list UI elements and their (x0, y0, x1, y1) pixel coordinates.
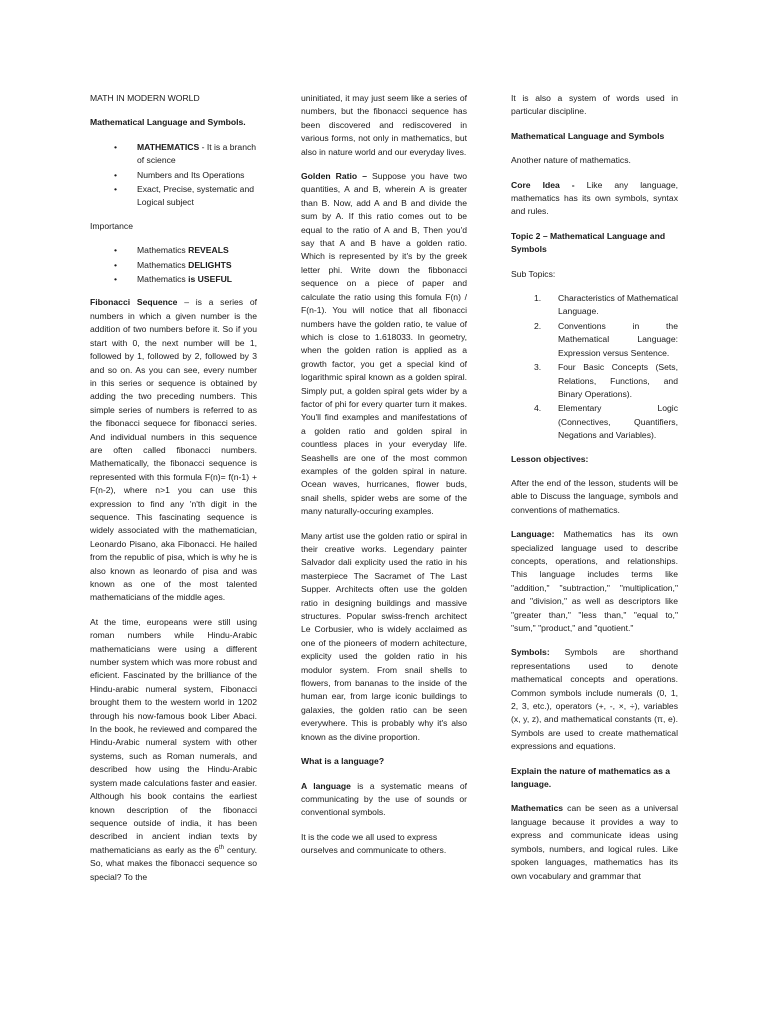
paragraph-mathematics (511, 802, 678, 882)
paragraph-text: can be seen as a universal language because it provides a way to express and communicate ideas using symbols, numbers, and logical rules. Like spoken languages, mathematics has its own vocabulary and grammar that (511, 803, 678, 881)
list-item-text: Characteristics of Mathematical Language. (558, 293, 678, 317)
column-1 (90, 92, 257, 895)
list-number: 2. (534, 320, 542, 331)
list-item (511, 402, 678, 442)
definition-list (90, 141, 257, 210)
paragraph-fibonacci (90, 296, 257, 604)
importance-label: Importance (90, 220, 133, 231)
paragraph-system: It is also a system of words used in particular discipline. (511, 93, 678, 117)
heading-what-is-language: What is a language? (301, 756, 385, 767)
column-2 (301, 92, 467, 869)
list-item-text: Mathematics (137, 259, 189, 270)
document-title: MATH IN MODERN WORLD (90, 93, 200, 103)
list-item (90, 244, 257, 257)
paragraph-language-definition (301, 780, 467, 820)
paragraph-text: century. So, what makes the fibonacci sequence so special? To the (90, 844, 257, 882)
heading-lesson-objectives: Lesson objectives: (511, 453, 589, 464)
list-item-text: Mathematics (137, 245, 189, 256)
heading-math-language-symbols: Mathematical Language and Symbols (511, 130, 665, 141)
list-item (90, 169, 257, 182)
term-symbols: Symbols: (511, 647, 550, 658)
paragraph-text: Symbols are shorthand representations used to denote mathematical concepts and operations. Common symbols include numerals (0, 1, 2, 3, etc.), operators (+, -, ×, ÷), variables (x, y, z), and mathematical constants (π, e). Symbols are used to create mathematical expressions and equations. (511, 647, 678, 752)
paragraph-core-idea (511, 179, 678, 219)
paragraph-text: – is a series of numbers in which a given number is the addition of two numbers before it. So if you start with 0, the next number will be 1, followed by 1, followed by 2, followed by 3 and so on. As you can see, every number in this series or sequence is obtained by adding the two preceding numbers. This simple series of numbers is referred to as the fibonacci sequece for fibonacci series. And individual numbers in this sequence are often called fibonacci numbers. Mathematically, the fibonacci sequence is represented with this formula F(n)= f(n-1) + F(n-2), where n>1 you can use this expression to find any 'n'th digit in the sequence. This fascinating sequence is widely associated with the mathematician, Leonardo Pisano, aka Fibonacci. He hailed from the republic of pisa, which is why he is also known as leonardo of pisa and was known as one of the most talented mathematicians of the middle ages. (90, 297, 257, 603)
paragraph-another-nature: Another nature of mathematics. (511, 155, 631, 166)
paragraph-continued: uninitiated, it may just seem like a series of numbers, but the fibonacci sequence has been discovered and rediscovered in various forms, not only in mathematics, but also in nature world and our everyday lives. (301, 93, 467, 157)
paragraph-text: Like any language, mathematics has its own symbols, syntax and rules. (511, 179, 678, 217)
heading-math-language: Mathematical Language and Symbols. (90, 117, 246, 128)
list-item (90, 141, 257, 168)
list-item-emphasis: REVEALS (188, 245, 229, 256)
term-golden-ratio: Golden Ratio – (301, 171, 367, 182)
column-3 (511, 92, 678, 894)
term-core-idea: Core Idea - (511, 179, 575, 190)
paragraph-symbols (511, 646, 678, 753)
term-mathematics-universal: Mathematics (511, 803, 564, 814)
list-number: 3. (534, 362, 542, 373)
term-mathematics: MATHEMATICS (137, 141, 200, 152)
list-item (511, 292, 678, 319)
paragraph-artists: Many artist use the golden ratio or spiral in their creative works. Legendary painter Salvador dali explicity used the ratio in his masterpiece The Sacramet of The Last Supper. Architects often use the golden ratio in designing buildings and massive structures. Popular swiss-french architect Le Corbusier, who is widely acclaimed as one of the pioneers of modern achitecture, explicity used the golden ratio in his modulor system. From snail shells to flowers, from bananas to the inside of the human ear, from large iconic buildings to galaxies, the golden ratio can be seen everywhere. This is probably why it's also known as the divine proportion. (301, 530, 467, 742)
term-language-colon: Language: (511, 529, 555, 540)
list-item (90, 273, 257, 286)
paragraph-language (511, 528, 678, 635)
list-item-text: Four Basic Concepts (Sets, Relations, Functions, and Binary Operations). (558, 362, 678, 399)
list-item (511, 361, 678, 401)
paragraph-text: Mathematics has its own specialized language used to describe concepts, operations, and relationships. This language includes terms like "addition," "subtraction," "multiplication," and "division," as well as descriptors like "greater than," "less than," "equal to," "sum," "product," and "quotient." (511, 529, 678, 633)
term-language: A language (301, 780, 351, 791)
list-item-emphasis: DELIGHTS (188, 259, 232, 270)
paragraph-code: It is the code we all used to express ourselves and communicate to others. (301, 831, 447, 856)
subtopics-list (511, 292, 678, 442)
list-item-text: Mathematics (137, 274, 189, 285)
paragraph-golden-ratio (301, 170, 467, 519)
heading-explain-nature: Explain the nature of mathematics as a language. (511, 765, 671, 790)
list-item-text: Conventions in the Mathematical Language: Expression versus Sentence. (558, 320, 678, 358)
list-item-text: Elementary Logic (Connectives, Quantifiers, Negations and Variables). (558, 403, 678, 441)
paragraph-text: Suppose you have two quantities, A and B, wherein A is greater than B. Now, add A and B and divide the sum by A. If this ratio comes out to be equal to the ratio of A and B, Then you'd say that A and B have a golden ratio. Which is represented by it's by the greek letter phi. Write down the fibbonacci sequence on a piece of paper and calculate the ratio using this fomula F(n) / F(n-1). You will notice that all fibonacci numbers have the golden ratio, te value of which is close to 1.618033. In geometry, when the golden ration is applied as a growth factor, you get a special kind of logarithmic spiral known as a golden spiral. Simply put, a golden spiral gets wider by a factor of phi for every quarter turn it makes. You'll find examples and manifestations of a golden ratio and golden spiral in countless places in your everyday life. Seashells are one of the most common examples of the golden spiral in nature. Ocean waves, hurricanes, flower buds, snail shells, spider webs are some of the many naturally-occuring examples. (301, 171, 468, 517)
paragraph-europeans (90, 616, 257, 884)
paragraph-text: is a systematic means of communicating by the use of sounds or conventional symbols. (301, 780, 467, 818)
superscript: th (218, 844, 224, 851)
subtopics-label: Sub Topics: (511, 268, 556, 279)
list-item-text: - It is a branch of science (137, 141, 257, 166)
list-number: 4. (534, 403, 542, 414)
list-number: 1. (534, 293, 542, 304)
importance-list (90, 244, 257, 286)
paragraph-objectives: After the end of the lesson, students will be able to Discuss the language, symbols and conventions of mathematics. (511, 477, 678, 515)
list-item (90, 183, 257, 210)
list-item-text: Exact, Precise, systematic and Logical subject (137, 184, 255, 208)
list-item-emphasis: is USEFUL (188, 274, 233, 285)
paragraph-text: At the time, europeans were still using roman numbers while Hindu-Arabic mathematicians were using a different number system which was more robust and eficient. Fascinated by the brilliance of the Hindu-arabic numeral system, Fibonacci brought them to the western world in 1202 through his now-famous book Liber Abaci. In the book, he reviewed and compared the Hindu-Arabic numeral system with other systems, such as Roman numerals, and described how using the Hindu-Arabic system made calculations faster and easier. Although his book contains the earliest known description of the fibonacci sequence outside of india, it has been described in ancient indian texts by mathematicians as early as the 6 (90, 616, 257, 855)
heading-topic-2: Topic 2 – Mathematical Language and Symbols (511, 230, 666, 255)
list-item (511, 320, 678, 360)
list-item-text: Numbers and Its Operations (137, 169, 245, 180)
term-fibonacci: Fibonacci Sequence (90, 297, 178, 308)
list-item (90, 259, 257, 272)
